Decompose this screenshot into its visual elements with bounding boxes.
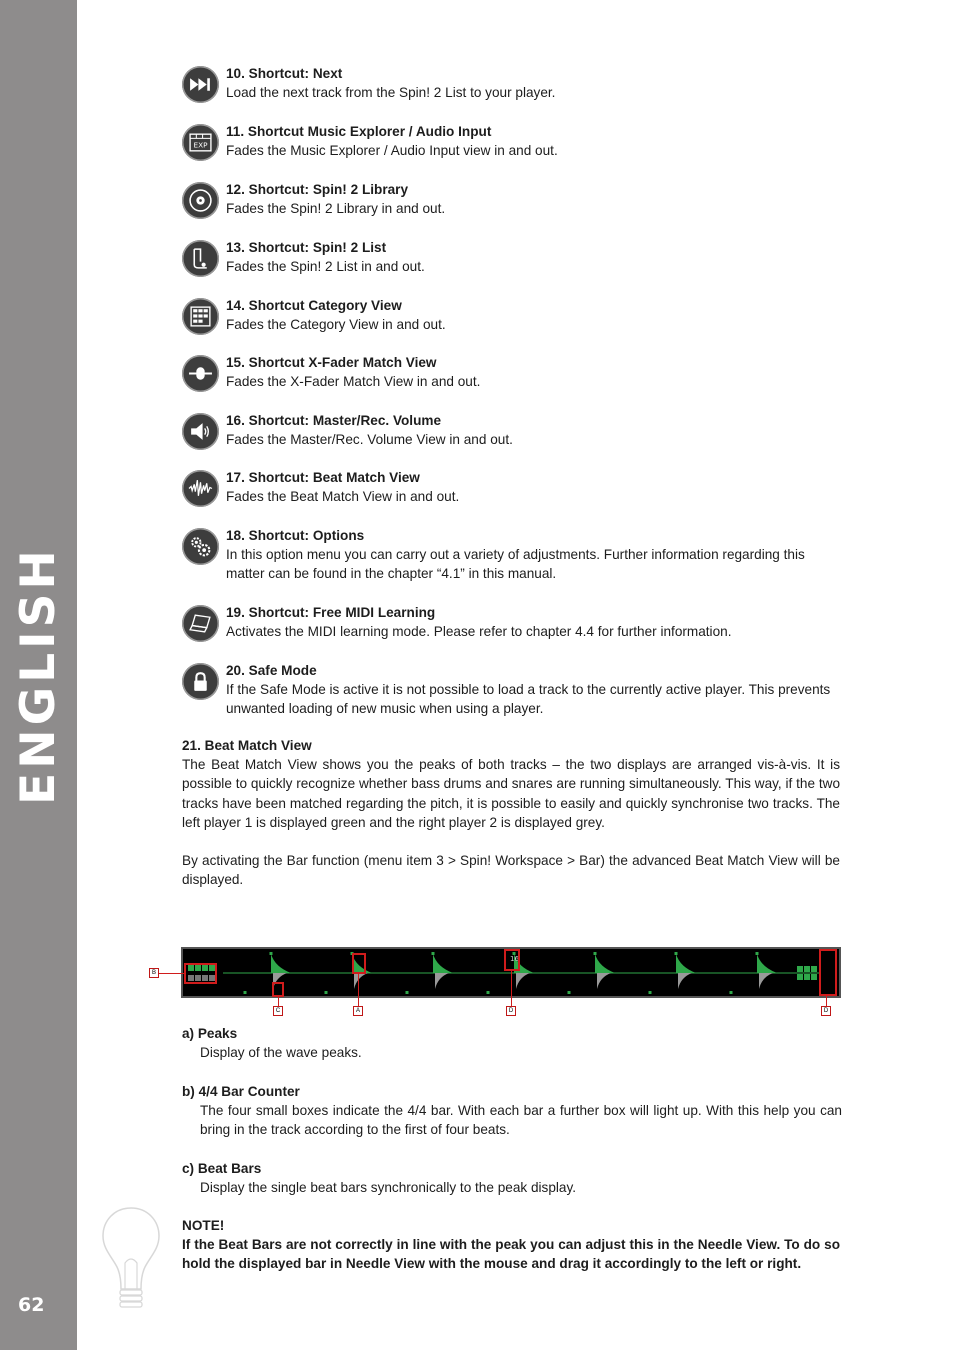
beat-bar-top — [675, 952, 678, 955]
peak-player1 — [595, 954, 615, 973]
section-paragraph-1: The Beat Match View shows you the peaks of both tracks – the two displays are arranged vis-à-vis. It is possible to quickly recognize whether bass drums and snares are running simultaneously. This way, if the two tracks have been matched regarding the pitch, it is possible to easily and quickly synchronise two tracks. The left player 1 is displayed green and the right player 2 is displayed grey. — [182, 757, 840, 830]
beat-match-section — [182, 736, 840, 832]
beat-bar-bottom — [487, 991, 490, 994]
item-desc: Activates the MIDI learning mode. Please refer to chapter 4.4 for further information. — [226, 624, 732, 640]
xfader-icon — [182, 355, 219, 392]
item-title: 18. Shortcut: Options — [226, 528, 365, 543]
sidebar — [0, 0, 77, 1350]
page-number: 62 — [18, 1294, 45, 1316]
beat-bar-top — [594, 952, 597, 955]
legend-b — [182, 1082, 842, 1140]
language-label: ENGLISH — [10, 545, 66, 805]
shortcut-item-midi-learning — [182, 605, 852, 660]
peak-player2 — [597, 973, 611, 989]
shortcut-item-volume — [182, 413, 852, 468]
marker-d-right: D — [821, 1006, 831, 1016]
leader-d1 — [511, 971, 512, 1006]
library-disc-icon — [182, 182, 219, 219]
legend-a — [182, 1024, 842, 1062]
item-title: 13. Shortcut: Spin! 2 List — [226, 240, 387, 255]
next-icon — [182, 66, 219, 103]
marker-d: D — [506, 1006, 516, 1016]
beat-bar-top — [270, 952, 273, 955]
leader-d2 — [826, 996, 827, 1006]
beat-bar-bottom — [649, 991, 652, 994]
item-desc: Fades the Master/Rec. Volume View in and out. — [226, 432, 513, 448]
lightbulb-icon — [100, 1205, 162, 1313]
peak-player2 — [678, 973, 692, 989]
legend-label: c) Beat Bars — [182, 1161, 262, 1176]
item-title: 11. Shortcut Music Explorer / Audio Input — [226, 124, 492, 139]
note-block — [182, 1216, 840, 1274]
item-title: 17. Shortcut: Beat Match View — [226, 470, 420, 485]
beat-bar-bottom — [244, 991, 247, 994]
shortcut-item-xfader — [182, 355, 852, 410]
beat-bar-top — [432, 952, 435, 955]
legend-label: b) 4/4 Bar Counter — [182, 1084, 300, 1099]
marker-b: B — [149, 968, 159, 978]
item-desc: Fades the Spin! 2 List in and out. — [226, 259, 425, 275]
shortcut-item-library — [182, 182, 852, 237]
item-title: 16. Shortcut: Master/Rec. Volume — [226, 413, 442, 428]
item-desc: Fades the Category View in and out. — [226, 317, 446, 333]
item-desc: Load the next track from the Spin! 2 List to your player. — [226, 85, 556, 101]
peak-player1 — [433, 954, 453, 973]
leader-b — [158, 973, 184, 974]
language-label-container — [0, 545, 78, 805]
peak-player2 — [516, 973, 530, 989]
legend-body: Display of the wave peaks. — [200, 1045, 362, 1061]
waveform-icon — [182, 470, 219, 507]
highlight-beat-bar — [272, 982, 284, 997]
shortcut-item-list — [182, 240, 852, 295]
marker-a: A — [353, 1006, 363, 1016]
item-desc: Fades the Beat Match View in and out. — [226, 489, 460, 505]
peak-player2 — [354, 973, 368, 989]
section-title: 21. Beat Match View — [182, 738, 312, 753]
peak-player2 — [435, 973, 449, 989]
beat-bar-bottom — [730, 991, 733, 994]
peak-player1 — [757, 954, 777, 973]
explorer-icon — [182, 124, 219, 161]
peak-player2 — [759, 973, 773, 989]
item-title: 19. Shortcut: Free MIDI Learning — [226, 605, 436, 620]
marker-c: C — [273, 1006, 283, 1016]
item-title: 20. Safe Mode — [226, 663, 317, 678]
legend-body: Display the single beat bars synchronically to the peak display. — [200, 1180, 577, 1196]
legend-c — [182, 1159, 842, 1197]
note-title: NOTE! — [182, 1218, 225, 1233]
explorer-icon-text: EXP — [193, 140, 208, 150]
peak-player1 — [271, 954, 291, 973]
note-body: If the Beat Bars are not correctly in line with the peak you can adjust this in the Needle View. To do so hold the displayed bar in Needle View with the mouse and drag it accordingly to the left or right. — [182, 1237, 840, 1272]
item-desc: Fades the X-Fader Match View in and out. — [226, 374, 481, 390]
beat-bar-bottom — [568, 991, 571, 994]
shortcut-item-next — [182, 66, 852, 121]
shortcut-item-category-view — [182, 298, 852, 353]
shortcut-item-options — [182, 528, 852, 603]
leader-a — [358, 974, 359, 1006]
item-desc: Fades the Music Explorer / Audio Input view in and out. — [226, 143, 558, 159]
item-title: 14. Shortcut Category View — [226, 298, 402, 313]
highlight-bar-counter — [184, 963, 217, 984]
beat-bar-bottom — [406, 991, 409, 994]
highlight-counter — [504, 949, 520, 971]
highlight-peak — [352, 953, 366, 974]
shortcut-item-beat-match — [182, 470, 852, 525]
item-title: 15. Shortcut X-Fader Match View — [226, 355, 437, 370]
beat-match-paragraph-2: By activating the Bar function (menu item 3 > Spin! Workspace > Bar) the advanced Beat Match View will be displayed. — [182, 853, 840, 888]
category-grid-icon — [182, 298, 219, 335]
item-title: 12. Shortcut: Spin! 2 Library — [226, 182, 409, 197]
legend-label: a) Peaks — [182, 1026, 238, 1041]
item-title: 10. Shortcut: Next — [226, 66, 343, 81]
speaker-icon — [182, 413, 219, 450]
laptop-icon — [182, 605, 219, 642]
item-desc: In this option menu you can carry out a variety of adjustments. Further information regarding this matter can be found in the chapter “4.1” in this manual. — [226, 547, 805, 582]
beat-counter-text: 16 — [510, 955, 519, 963]
shortcut-item-safe-mode — [182, 663, 852, 738]
legend-body: The four small boxes indicate the 4/4 bar. With each bar a further box will light up. With this help you can bring in the track according to the first of four beats. — [200, 1103, 842, 1138]
lock-icon — [182, 663, 219, 700]
beat-bar-bottom — [325, 991, 328, 994]
item-desc: If the Safe Mode is active it is not possible to load a track to the currently active player. This prevents unwanted loading of new music when using a player. — [226, 682, 831, 717]
highlight-right-edge — [819, 949, 837, 996]
list-icon — [182, 240, 219, 277]
gears-icon — [182, 528, 219, 565]
leader-c — [278, 997, 279, 1006]
peak-player1 — [676, 954, 696, 973]
shortcut-item-music-explorer — [182, 124, 852, 179]
beat-bar-top — [756, 952, 759, 955]
item-desc: Fades the Spin! 2 Library in and out. — [226, 201, 446, 217]
